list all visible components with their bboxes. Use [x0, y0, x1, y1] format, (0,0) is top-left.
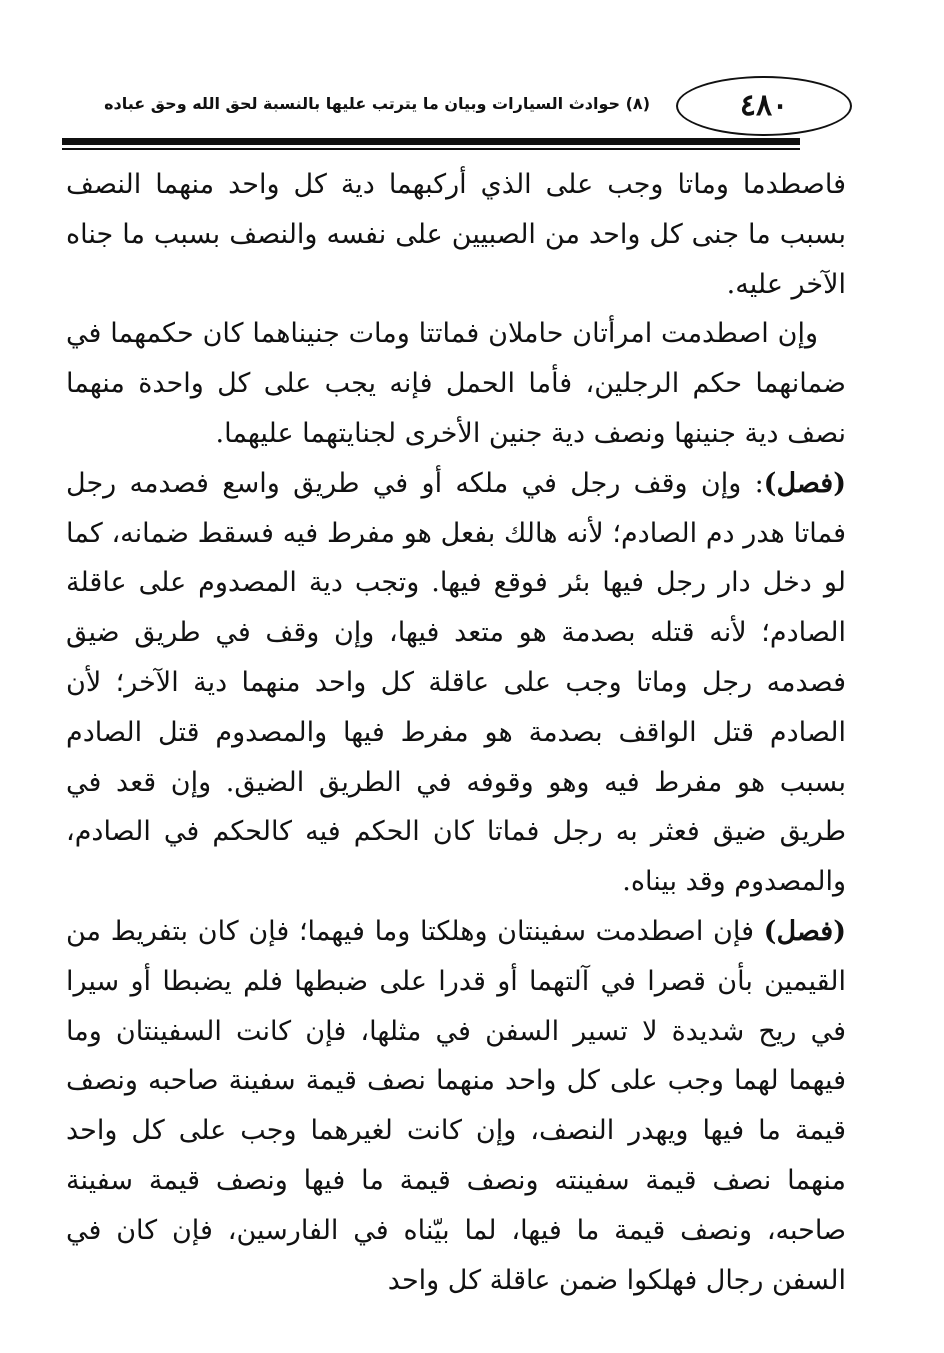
paragraph — [66, 459, 846, 907]
page-header — [62, 72, 800, 138]
body-text — [66, 160, 846, 1305]
paragraph-text: فإن اصطدمت سفينتان وهلكتا وما فيهما؛ فإن كان بتفريط من القيمين بأن قصرا في آلتهما أو قدرا على ضبطها فلم يضبطا أو سيرا في ريح شديدة لا تسير السفن في مثلها، فإن كانت السفينتان وما فيهما لهما وجب على كل واحد منهما نصف قيمة سفينة صاحبه ونصف قيمة ما فيها ويهدر النصف، وإن كانت لغيرهما وجب على كل واحد منهما نصف قيمة سفينته ونصف قيمة ما فيها ونصف قيمة سفينة صاحبه، ونصف قيمة ما فيها، لما بيّناه في الفارسين، فإن كان في السفن رجال فهلكوا ضمن عاقلة كل واحد — [66, 915, 846, 1296]
paragraph — [66, 160, 846, 309]
page-number: ٤٨٠ — [676, 76, 852, 136]
header-rule-thick — [62, 138, 800, 145]
paragraph-text: وإن اصطدمت امرأتان حاملان فماتتا ومات جنيناهما كان حكمهما في ضمانهما حكم الرجلين، فأما الحمل فإنه يجب على كل واحدة منهما نصف دية جنينها ونصف دية جنين الأخرى لجنايتهما عليهما. — [66, 318, 846, 449]
running-title: (٨) حوادث السيارات وبيان ما يترتب عليها بالنسبة لحق الله وحق عباده — [104, 94, 650, 113]
section-term: (فصل) — [763, 915, 846, 947]
header-rule-thin — [62, 148, 800, 150]
paragraph-text: فاصطدما وماتا وجب على الذي أركبهما دية كل واحد منهما النصف بسبب ما جنى كل واحد من الصبيين على نفسه والنصف بسبب ما جناه الآخر عليه. — [66, 169, 846, 300]
paragraph-text: : وإن وقف رجل في ملكه أو في طريق واسع فصدمه رجل فماتا هدر دم الصادم؛ لأنه هالك بفعل هو مفرط فيه فسقط ضمانه، كما لو دخل دار رجل فيها بئر فوقع فيها. وتجب دية المصدوم على عاقلة الصادم؛ لأنه قتله بصدمة هو متعد فيها، وإن وقف في طريق ضيق فصدمه رجل وماتا وجب على عاقلة كل واحد منهما دية الآخر؛ لأن الصادم قتل الواقف بصدمة هو مفرط فيها والمصدوم قتل الصادم بسبب هو مفرط فيه وهو وقوفه في الطريق الضيق. وإن قعد في طريق ضيق فعثر به رجل فماتا كان الحكم فيه كالحكم في الصادم، والمصدوم وقد بيناه. — [66, 467, 846, 898]
paragraph — [66, 309, 846, 458]
section-term: (فصل) — [763, 467, 846, 499]
paragraph — [66, 907, 846, 1305]
